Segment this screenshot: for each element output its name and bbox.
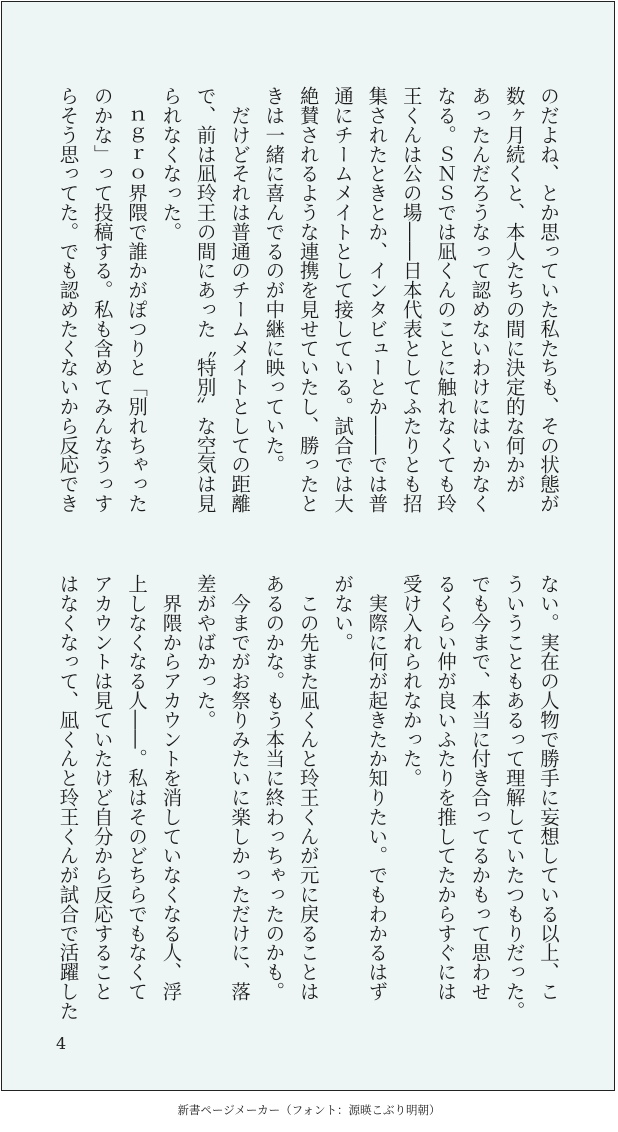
text-column: のだよね、とか思っていた私たちも、その状態が [537, 86, 560, 513]
text-column: のかな」って投稿する。私も含めてみんなうっす [90, 86, 114, 513]
text-column: ういうこともあるって理解していたつもりだった。 [502, 574, 526, 1021]
text-column: 通にチームメイトとして接している。試合では大 [331, 86, 355, 513]
text-column: 数ヶ月続くと、本人たちの間に決定的な何かが [502, 86, 526, 494]
text-column: 受け入れられなかった。 [399, 574, 423, 788]
lower-text-block [50, 574, 565, 1021]
text-column: 実際に何が起きたか知りたい。でもわかるはず [365, 574, 389, 1001]
text-column: 王くんは公の場――日本代表としてふたりとも招 [399, 86, 423, 513]
text-column: 絶賛されるような連携を見せていたし、勝ったと [296, 86, 320, 513]
text-column: がない。 [331, 574, 355, 652]
text-column: 差がやばかった。 [193, 574, 217, 730]
text-column: ｎｇｒｏ界隈で誰かがぽつりと「別れちゃった [125, 86, 149, 513]
text-column: るくらい仲が良いふたりを推してたからすぐには [434, 574, 458, 1001]
footer-credit: 新書ページメーカー（フォント：源暎こぶり明朝） [177, 1103, 441, 1117]
text-column: で、前は凪玲王の間にあった〝特別〟な空気は見 [193, 86, 217, 513]
text-column: られなくなった。 [159, 86, 183, 242]
text-column: アカウントは見ていたけど自分から反応すること [90, 574, 114, 1001]
text-column: だけどそれは普通のチームメイトとしての距離 [228, 86, 252, 513]
text-column: この先また凪くんと玲王くんが元に戻ることは [296, 574, 320, 1001]
text-column: ない。実在の人物で勝手に妄想している以上、こ [537, 574, 560, 1001]
page-number: 4 [56, 1034, 67, 1053]
text-column: きは一緒に喜んでるのが中継に映っていた。 [262, 86, 286, 474]
upper-text-block [50, 86, 565, 518]
text-column: 今までがお祭りみたいに楽しかっただけに、落 [228, 574, 252, 1001]
text-column: でも今まで、本当に付き合ってるかもって思わせ [468, 574, 492, 1001]
text-column: なる。ＳＮＳでは凪くんのことに触れなくても玲 [434, 86, 458, 513]
text-column: 集されたときとか、インタビューとか――では普 [365, 86, 389, 513]
text-column: 界隈からアカウントを消していなくなる人、浮 [159, 574, 183, 1001]
text-column: あるのかな。もう本当に終わっちゃったのかも。 [262, 574, 286, 1001]
text-column: らそう思ってた。でも認めたくないから反応でき [56, 86, 80, 513]
text-column: あったんだろうなって認めないわけにはいかなく [468, 86, 492, 513]
text-column: 上しなくなる人――。私はそのどちらでもなくて [125, 574, 149, 1001]
text-column: はなくなって、凪くんと玲王くんが試合で活躍した [56, 574, 80, 1021]
